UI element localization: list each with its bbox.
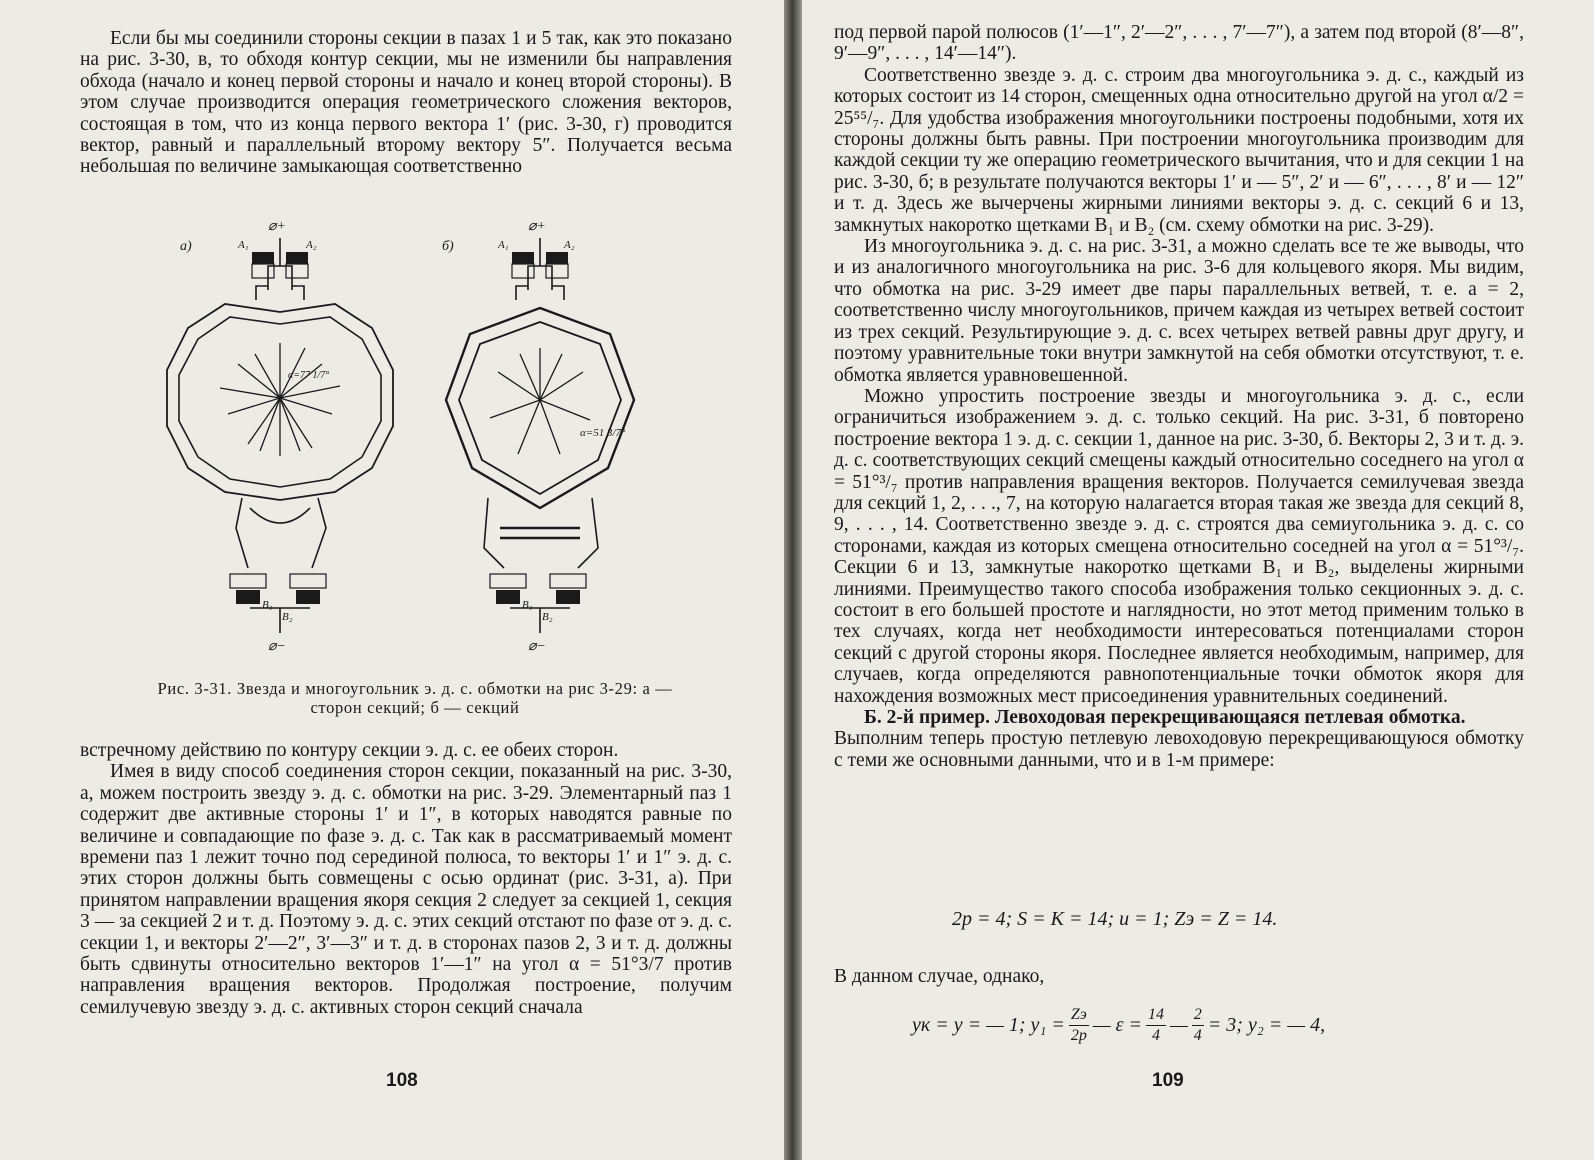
polygon-b-inner [459, 322, 621, 494]
formula-main-data: 2p = 4; S = K = 14; u = 1; Zэ = Z = 14. [952, 908, 1278, 930]
formula-minus: — [1170, 1014, 1188, 1036]
left-top-text [80, 28, 732, 178]
numerator: 14 [1146, 1005, 1166, 1026]
paragraph: В данном случае, однако, [834, 966, 1045, 987]
paragraph: Если бы мы соединили стороны секции в пазах 1 и 5 так, как это показано на рис. 3-30, в, то обходя контур секции, мы не изменили бы направления обхода (начало и конец первой стороны и начало и конец второй стороны). В этом случае производится операция геометрического сложения векторов, состоящая в том, что из конца первого вектора 1′ (рис. 3-30, г) проводится вектор, равный и параллельный второму вектору 5″. Получается весьма небольшая по величине замыкающая соответственно [80, 28, 732, 178]
numerator: Zэ [1069, 1005, 1089, 1026]
label-angle-a: α=77 1/7° [288, 370, 330, 381]
label-minus-a: ⌀− [268, 639, 286, 654]
caption-text: Звезда и многоугольник э. д. с. обмотки на рис 3-29: а — сторон секций; б — секций [236, 679, 673, 717]
figure-3-31 [150, 208, 680, 658]
formula-rhs: = 3; y₂ = — 4, [1207, 1014, 1326, 1036]
label-angle-b: α=51 3/7° [580, 427, 626, 439]
denominator: 2p [1070, 1027, 1087, 1044]
fraction [1146, 1005, 1166, 1046]
numerator: 2 [1192, 1005, 1204, 1026]
label-a1: A₁ [238, 239, 249, 251]
fraction [1069, 1005, 1089, 1046]
paragraph: встречному действию по контуру секции э. д. с. ее обеих сторон. [80, 740, 619, 761]
star-b [490, 348, 590, 454]
denominator: 4 [1193, 1027, 1202, 1044]
label-plus-a: ⌀+ [268, 219, 286, 234]
label-b1: B₁ [262, 599, 273, 611]
paragraph: Выполним теперь простую петлевую левоходовую перекрещивающуюся обмотку с теми же основными данными, что и в 1-м примере: [834, 728, 1524, 771]
paragraph: Соответственно звезде э. д. с. строим два многоугольника э. д. с., каждый из которых состоит из 14 сторон, смещенных одна относительно другой на угол α/2 = 25⁵⁵/₇. Для удобства изображения многоугольники построены подобными, хотя их стороны должны быть равны. При построении многоугольника производим для каждой секции ту же операцию геометрического вычитания, что и для секции 1 на рис. 3-30, б; в результате получаются векторы 1′ и — 5″, 2′ и — 6″, . . . , 8′ и — 12″ и т. д. Здесь же вычерчены жирными линиями векторы э. д. с. секций 6 и 13, замкнутых накоротко щетками B₁ и B₂ (см. схему обмотки на рис. 3-29). [834, 64, 1524, 236]
left-bottom-text [80, 740, 732, 1018]
label-b1-b: B₁ [522, 599, 533, 611]
section-heading: Б. 2-й пример. Левоходовая перекрещивающаяся петлевая обмотка. [864, 707, 1466, 728]
label-a2: A₂ [306, 239, 317, 251]
polygon-b-outer [446, 308, 634, 508]
paragraph: Имея в виду способ соединения сторон секции, показанный на рис. 3-30, а, можем построить звезду э. д. с. обмотки на рис. 3-29. Элементарный паз 1 содержит две активные стороны 1′ и 1″, в которых наводятся равные по величине и совпадающие по фазе э. д. с. Так как в рассматриваемый момент времени паз 1 лежит точно под серединой полюса, то векторы 1′ и 1″ э. д. с. этих сторон должны быть совмещены с осью ординат (рис. 3-31, а). При принятом направлении вращения якоря секция 2 следует за секцией 1, секция 3 — за секцией 2 и т. д. Поэтому э. д. с. этих секций отстают по фазе от э. д. с. секции 1, и векторы 2′—2″, 3′—3″ и т. д. в сторонах пазов 2, 3 и т. д. должны быть сдвинуты относительно векторов 1′—1″ на угол α = 51°3/7 против направления вращения векторов. Продолжая построение, получим семилучевую звезду э. д. с. активных сторон секций сначала [80, 761, 732, 1018]
formula-steps [912, 1005, 1325, 1046]
book-gutter [784, 0, 802, 1160]
label-minus-b: ⌀− [528, 639, 546, 654]
label-a1-b: A₁ [498, 239, 509, 251]
label-b2: B₂ [282, 611, 293, 623]
label-panel-b: б) [442, 239, 454, 254]
paragraph: под первой парой полюсов (1′—1″, 2′—2″, . . . , 7′—7″), а затем под второй (8′—8″, 9′—9″, . . . , 14′—14″). [834, 22, 1524, 65]
label-plus-b: ⌀+ [528, 219, 546, 234]
denominator: 4 [1152, 1027, 1160, 1044]
fraction [1192, 1005, 1204, 1046]
star-a [220, 343, 340, 456]
page-number-left: 108 [386, 1070, 418, 1091]
label-a2-b: A₂ [564, 239, 575, 251]
page-number-right: 109 [1152, 1070, 1184, 1091]
formula-lhs: yк = y = — 1; y₁ = [912, 1014, 1065, 1036]
label-b2-b: B₂ [542, 611, 553, 623]
right-text [834, 22, 1524, 771]
right-page [802, 0, 1594, 1160]
figure-caption [150, 679, 680, 717]
caption-label: Рис. 3-31. [157, 679, 233, 698]
formula-mid: — ε = [1092, 1014, 1142, 1036]
left-page [0, 0, 784, 1160]
paragraph: Из многоугольника э. д. с. на рис. 3-31, а можно сделать все те же выводы, что и из аналогичного многоугольника на рис. 3-6 для кольцевого якоря. Мы видим, что обмотка на рис. 3-29 имеет две пары параллельных ветвей, т. е. a = 2, соответственно числу многоугольников, причем каждая из четырех ветвей состоит из трех секций. Результирующие э. д. с. всех четырех ветвей равны друг другу, и поэтому уравнительные токи внутри замкнутой на себя обмотки отсутствуют, т. е. обмотка является уравновешенной. [834, 236, 1524, 386]
case-text [834, 966, 1524, 987]
paragraph: Можно упростить построение звезды и многоугольника э. д. с., если ограничиться изображением э. д. с. только секций. На рис. 3-31, б повторено построение вектора 1 э. д. с. секции 1, данное на рис. 3-30, б. Векторы 2, 3 и т. д. э. д. с. соответствующих секций смещены каждый относительно соседнего на угол α = 51°³/₇ против направления вращения векторов. Получается семилучевая звезда для секций 1, 2, . . ., 7, на которую налагается вторая такая же звезда для секций 8, 9, . . . , 14. Соответственно звезде э. д. с. строятся два семиугольника э. д. с. со сторонами, каждая из которых смещена относительно соседней на угол α = 51°³/₇. Секции 6 и 13, замкнутые накоротко щетками B₁ и B₂, выделены жирными линиями. Преимущество такого способа изображения только секционных э. д. с. состоит в его большей простоте и наглядности, но этот метод применим только в тех случаях, когда нет необходимости интересоваться потенциалами сторон секций с другой стороны якоря. Последнее является необходимым, например, для случаев, когда определяются равнопотенциальные точки обмоток якоря для нахождения возможных мест присоединения уравнительных соединений. [834, 385, 1524, 707]
label-panel-a: а) [180, 239, 192, 254]
